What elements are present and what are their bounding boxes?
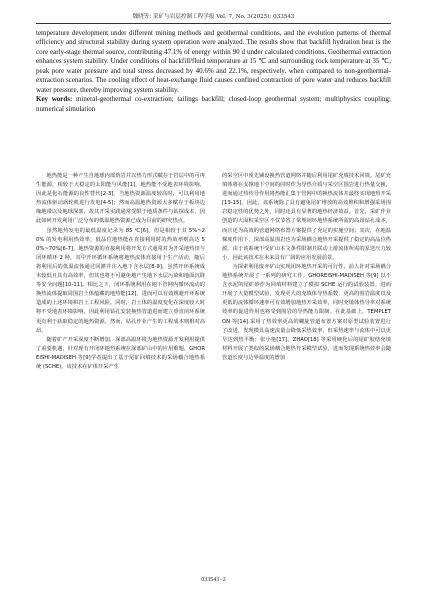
paragraph: 随着矿产开采深度不断增加，深部高温环境为地热资源开发利用提供了重要机遇，针对现有开闭环地热系统在深部矿山中的应用难题，GHOREISHI-MADISEH 等[9]学者提出了基于尾矿回填技术的采场耦合地热系统 (SCHE)，该技术在矿体开采产生 [36, 336, 205, 370]
abstract [36, 29, 391, 114]
keywords-text: mineral-geothermal co-extraction; tailings backfill; closed-loop geothermal system; multiphysics coupling; numerical simulation [36, 95, 391, 113]
running-header: 魏晓等: 采矿与岩层控制工程学报 Vol. 7, No. 3(2025): 033543 [132, 14, 295, 20]
paragraph: 虽然地热发电的最低温度记录为 85 ℃[6]，但是相较于其 5%~20% 的发电利用热效率，低品位地热能在直接利用时的热效率则高达 50%~70%[6-7]，地热资源的直接利用将开发方式通常对为开采地热田与闭环循环 2 种，其中开环循环系统将地热流体直接用于生产活动，随后将利用后的低温流体通过回灌井注入地下含水层[8-9]。虽然开环系统成本较低且具有高效率，但其也将不可避免地产生地下水层污染和地面沉降等安全问题[10-11]。相比之下，闭环系统利用在地下管网内循环流动的换热流体提取周围岩土体蕴藏的地热能[12]，进而可以有效规避开环系统造成的上述环境和岩土工程风险。同时，岩土体的温度变化在深度较大时将不受地表环境影响，因此利用钻孔安装换热管道进而建立垂直闭环系统更有利于获取稳定的地热资源。然而，钻孔作业产生的工程成本则相对高昂。 [36, 227, 205, 334]
header-divider [36, 23, 391, 24]
right-column [222, 172, 391, 363]
paragraph: 的采空区中预先铺设换热管道网络并随后利用尾矿充填技术回填。尾矿充填体将在支撑地下空间的同时作为导热介质与采空区围岩进行热量交换，进而通过热传导作用将热能汇集于管网中的换热流体并最终实现地热开采[13-15]。因此，该系统除了具有避免尾矿堆放的高效堆积和增强采场围岩稳定性的优势之外，同时还具有显著的地热经济效益。首先，采矿作业创造的大面积采空区不仅节省了常规闭环地热系统所需的高昂钻孔成本，而且还为高效的管道网络布置方案提供了充足的实施空间；其次，在地温梯度作用下，深部高温围岩也为采场耦合地热开采提供了稳定的高品位热源。由于该系统不受矿山本文条件限制且联动上游流体所需的泵送压力较小，因此该技术在未来具有广阔的应用发展前景。 [222, 173, 391, 261]
keywords-line [36, 95, 391, 114]
left-column [36, 172, 205, 372]
abstract-text: temperature development under different mining methods and geothermal conditions, and the evolution patterns of thermal efficiency and structural stability during system operation were analyzed. The results show that backfill hydration heat is the core early-stage thermal source, contributing 47.1% of energy within 90 d under calculated conditions. Geothermal extraction enhances system stability. Under conditions of backfill/fluid temperature at 15 ℃ and surrounding rock temperature at 35 ℃, peak pore water pressure and total stress decreased by 40.6% and 22.1%, respectively, when compared to non-geothermal-extraction scenarios. The cooling effect of heat-exchange fluid causes confined contraction of pore water and reduces backfill water pressure, thereby improving system stability. [36, 29, 391, 94]
paragraph: 为探索利用废弃矿山实现闭环地热开采的可行性，前人针对采场耦合地热系统开展了一系列的研究工作。GHOREISHI-MADISEH 等[9] 以不含水泥的尾矿砂作为回填材料建立了模拟 SCHE 运行的试验装置，进而开展了大量模型试验，发现更大的充填体导热系数、更高的围岩温度以及更低的流体循环速率可有效增加地热开采效率，同时充填体热导率对系统效率的促进作用也将受到围岩的导热能力限制。在此基础上，TEMPLETON 等[14] 采用了热效率更高的螺旋管道布置方案对原型试验装置进行了改进，发现模具高速流量会降低采热效率，但采热速率与流体中可以更早达到热平衡；张小艳[17]、ZHAO[18] 等采用硬化后的尾矿胶结充填材料开展了类似的采场耦合地热开采模型试验，进而发现系统热效率会随管道长度与边界温度的增加 [222, 263, 391, 361]
keywords-label: Key words: [36, 95, 73, 104]
paragraph: 地热能是一种产生自地球内部熔岩并以热力形式赋存于岩层中的可再生能源，相较于大稳定的太阳能与风能[1]，地热能不受地表环境影响，因此是化石能源的良性替代[2-3]。当地热资源温度较高时，可以利用地热流体驱动涡轮机进行发电[4-5]；然而高温地热资源大多赋存于板块边缘地带以及地球深部，故其开采实践通常受限于地质条件与钻探成本，因此如何开发利用广泛分布的低温地热资源已成为目前的研究热点。 [36, 173, 205, 225]
page-number: 033543−2 [201, 577, 226, 583]
